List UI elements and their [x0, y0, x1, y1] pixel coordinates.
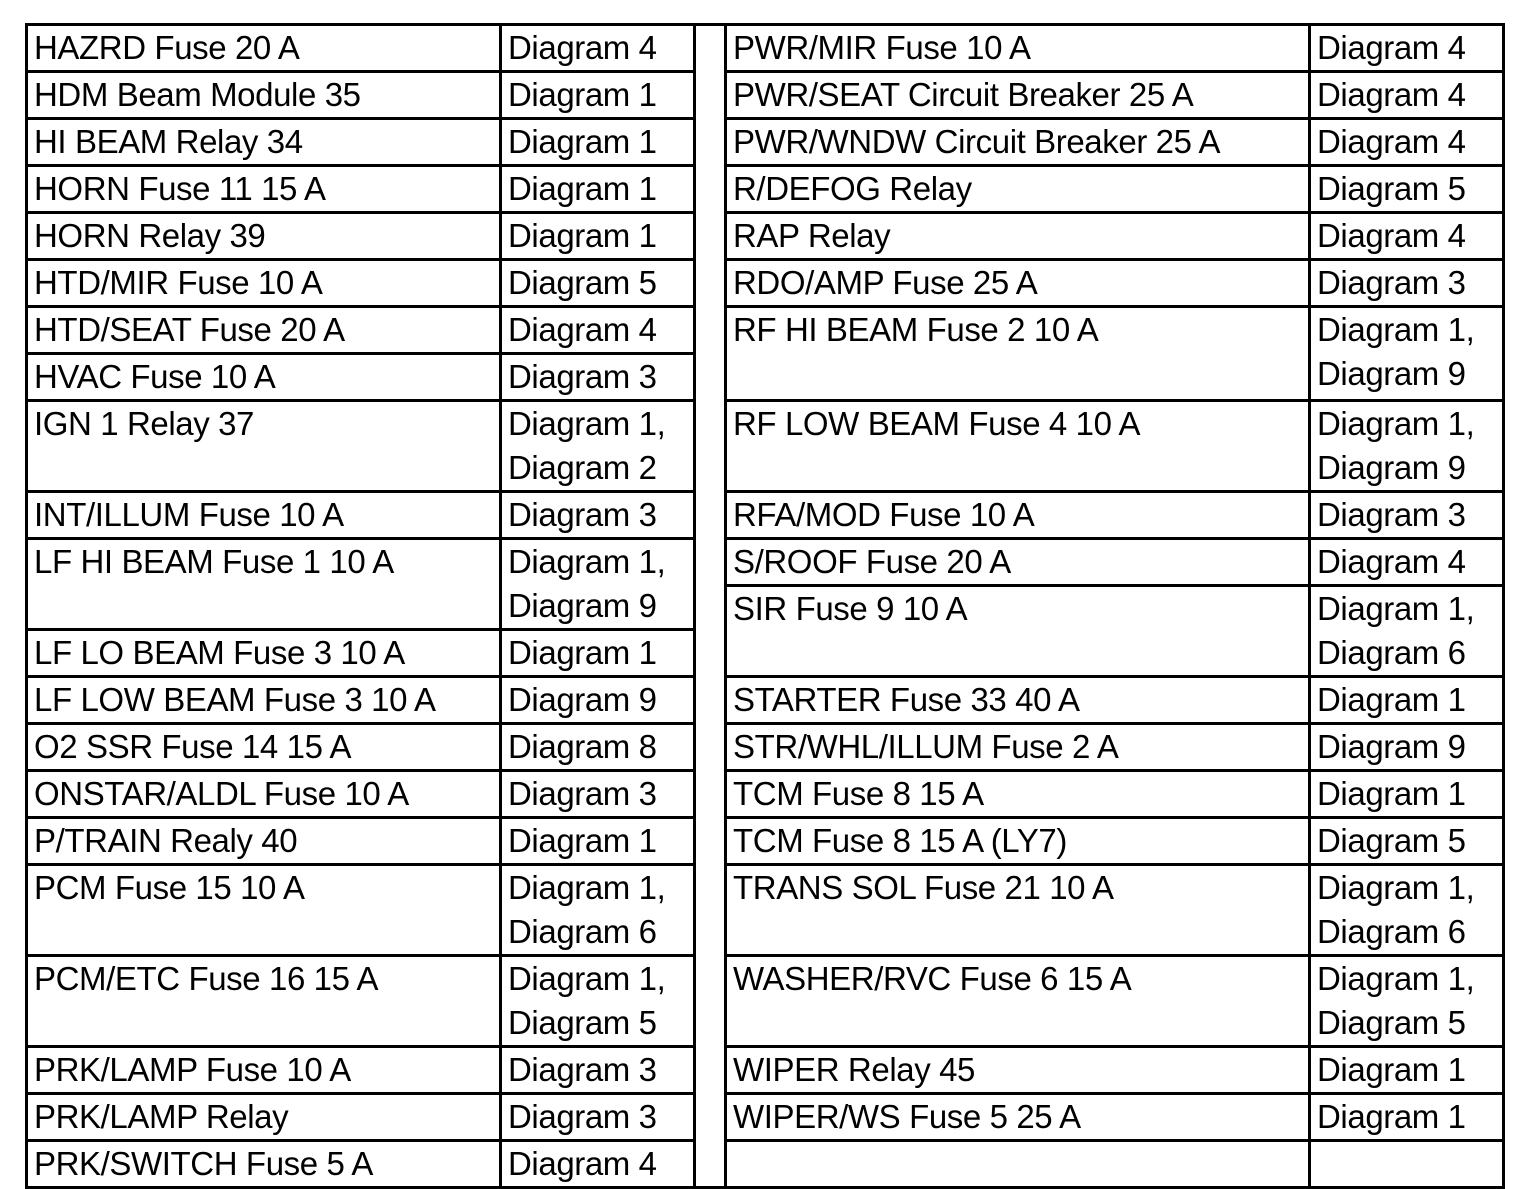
diagram-label: Diagram 9 — [508, 681, 657, 718]
right-diagram-reference — [1310, 771, 1504, 818]
right-component-name: TCM Fuse 8 15 A — [726, 771, 1310, 818]
right-component-name: WIPER/WS Fuse 5 25 A — [726, 1094, 1310, 1141]
left-diagram-reference — [501, 865, 695, 956]
left-diagram-reference — [501, 677, 695, 724]
table-row — [27, 677, 1504, 724]
right-component-name: RFA/MOD Fuse 10 A — [726, 492, 1310, 539]
right-diagram-reference — [1310, 492, 1504, 539]
diagram-label: Diagram 8 — [508, 728, 657, 765]
diagram-label: Diagram 5 — [508, 1004, 657, 1041]
right-component-name: PWR/SEAT Circuit Breaker 25 A — [726, 72, 1310, 119]
right-component-name: WIPER Relay 45 — [726, 1047, 1310, 1094]
table-row — [27, 260, 1504, 307]
right-diagram-reference — [1310, 260, 1504, 307]
diagram-label: Diagram 5 — [1317, 1004, 1466, 1041]
diagram-label: Diagram 4 — [508, 311, 657, 348]
diagram-label: Diagram 4 — [1317, 29, 1466, 66]
table-row — [27, 539, 1504, 586]
right-component-name: STARTER Fuse 33 40 A — [726, 677, 1310, 724]
diagram-label: Diagram 6 — [1317, 913, 1466, 950]
diagram-label: Diagram 1 — [1317, 1051, 1466, 1088]
right-component-name: SIR Fuse 9 10 A — [726, 586, 1310, 677]
diagram-label: Diagram 4 — [1317, 123, 1466, 160]
fuse-table-body — [27, 25, 1504, 1188]
diagram-label: Diagram 6 — [508, 913, 657, 950]
right-component-name: R/DEFOG Relay — [726, 166, 1310, 213]
left-diagram-reference — [501, 539, 695, 630]
left-component-name: PRK/SWITCH Fuse 5 A — [27, 1141, 501, 1188]
diagram-label: Diagram 1 — [508, 76, 657, 113]
diagram-label: Diagram 5 — [1317, 170, 1466, 207]
diagram-label: Diagram 9 — [1317, 355, 1466, 392]
left-component-name: LF LO BEAM Fuse 3 10 A — [27, 630, 501, 677]
diagram-label: Diagram 6 — [1317, 634, 1466, 671]
left-component-name: HI BEAM Relay 34 — [27, 119, 501, 166]
right-component-name: S/ROOF Fuse 20 A — [726, 539, 1310, 586]
left-component-name: ONSTAR/ALDL Fuse 10 A — [27, 771, 501, 818]
left-diagram-reference — [501, 166, 695, 213]
right-diagram-reference — [1310, 539, 1504, 586]
diagram-label: Diagram 1, — [1317, 960, 1475, 997]
left-diagram-reference — [501, 1047, 695, 1094]
diagram-label: Diagram 3 — [1317, 264, 1466, 301]
table-row — [27, 119, 1504, 166]
left-component-name: HDM Beam Module 35 — [27, 72, 501, 119]
diagram-label: Diagram 5 — [508, 264, 657, 301]
diagram-label: Diagram 5 — [1317, 822, 1466, 859]
left-component-name: PCM Fuse 15 10 A — [27, 865, 501, 956]
left-component-name: HVAC Fuse 10 A — [27, 354, 501, 401]
right-diagram-reference — [1310, 25, 1504, 72]
diagram-label: Diagram 9 — [1317, 728, 1466, 765]
diagram-label: Diagram 1 — [508, 217, 657, 254]
right-diagram-reference — [1310, 401, 1504, 492]
diagram-label: Diagram 1, — [1317, 311, 1475, 348]
column-separator — [695, 25, 726, 1188]
diagram-label: Diagram 1, — [508, 869, 666, 906]
right-diagram-reference — [1310, 724, 1504, 771]
right-diagram-reference — [1310, 1094, 1504, 1141]
left-diagram-reference — [501, 119, 695, 166]
right-diagram-reference — [1310, 72, 1504, 119]
diagram-label: Diagram 1 — [1317, 775, 1466, 812]
left-diagram-reference — [501, 354, 695, 401]
left-diagram-reference — [501, 25, 695, 72]
right-diagram-reference — [1310, 1047, 1504, 1094]
left-component-name: HTD/MIR Fuse 10 A — [27, 260, 501, 307]
table-row — [27, 213, 1504, 260]
right-empty-diagram-cell — [1310, 1141, 1504, 1188]
left-diagram-reference — [501, 72, 695, 119]
diagram-label: Diagram 4 — [1317, 76, 1466, 113]
left-diagram-reference — [501, 401, 695, 492]
left-component-name: LF LOW BEAM Fuse 3 10 A — [27, 677, 501, 724]
diagram-label: Diagram 1, — [1317, 405, 1475, 442]
table-row — [27, 818, 1504, 865]
left-diagram-reference — [501, 307, 695, 354]
right-component-name: RDO/AMP Fuse 25 A — [726, 260, 1310, 307]
diagram-label: Diagram 1, — [508, 405, 666, 442]
left-diagram-reference — [501, 956, 695, 1047]
diagram-label: Diagram 9 — [508, 587, 657, 624]
diagram-label: Diagram 4 — [508, 1145, 657, 1182]
left-component-name: HTD/SEAT Fuse 20 A — [27, 307, 501, 354]
left-component-name: P/TRAIN Realy 40 — [27, 818, 501, 865]
diagram-label: Diagram 4 — [1317, 217, 1466, 254]
left-diagram-reference — [501, 630, 695, 677]
right-diagram-reference — [1310, 307, 1504, 401]
right-diagram-reference — [1310, 677, 1504, 724]
right-diagram-reference — [1310, 213, 1504, 260]
left-component-name: PCM/ETC Fuse 16 15 A — [27, 956, 501, 1047]
table-row — [27, 1047, 1504, 1094]
right-component-name: WASHER/RVC Fuse 6 15 A — [726, 956, 1310, 1047]
right-component-name: RAP Relay — [726, 213, 1310, 260]
left-diagram-reference — [501, 724, 695, 771]
left-component-name: O2 SSR Fuse 14 15 A — [27, 724, 501, 771]
table-row — [27, 724, 1504, 771]
diagram-label: Diagram 1 — [1317, 1098, 1466, 1135]
right-component-name: RF LOW BEAM Fuse 4 10 A — [726, 401, 1310, 492]
left-component-name: PRK/LAMP Relay — [27, 1094, 501, 1141]
diagram-label: Diagram 3 — [508, 496, 657, 533]
right-empty-name-cell — [726, 1141, 1310, 1188]
diagram-label: Diagram 3 — [508, 358, 657, 395]
left-diagram-reference — [501, 1141, 695, 1188]
diagram-label: Diagram 3 — [508, 1098, 657, 1135]
diagram-label: Diagram 1 — [1317, 681, 1466, 718]
table-row — [27, 492, 1504, 539]
right-component-name: STR/WHL/ILLUM Fuse 2 A — [726, 724, 1310, 771]
table-row — [27, 166, 1504, 213]
right-diagram-reference — [1310, 818, 1504, 865]
diagram-label: Diagram 4 — [1317, 543, 1466, 580]
right-diagram-reference — [1310, 166, 1504, 213]
right-diagram-reference — [1310, 119, 1504, 166]
left-component-name: IGN 1 Relay 37 — [27, 401, 501, 492]
diagram-label: Diagram 1 — [508, 123, 657, 160]
diagram-label: Diagram 9 — [1317, 449, 1466, 486]
right-diagram-reference — [1310, 956, 1504, 1047]
table-row — [27, 25, 1504, 72]
left-component-name: LF HI BEAM Fuse 1 10 A — [27, 539, 501, 630]
left-diagram-reference — [501, 213, 695, 260]
left-component-name: HORN Fuse 11 15 A — [27, 166, 501, 213]
left-component-name: HAZRD Fuse 20 A — [27, 25, 501, 72]
diagram-label: Diagram 2 — [508, 449, 657, 486]
right-component-name: RF HI BEAM Fuse 2 10 A — [726, 307, 1310, 401]
table-row — [27, 72, 1504, 119]
table-row — [27, 1141, 1504, 1188]
table-row — [27, 307, 1504, 354]
right-diagram-reference — [1310, 865, 1504, 956]
diagram-label: Diagram 1 — [508, 170, 657, 207]
diagram-label: Diagram 3 — [508, 775, 657, 812]
diagram-label: Diagram 3 — [1317, 496, 1466, 533]
diagram-label: Diagram 1, — [508, 543, 666, 580]
right-component-name: TRANS SOL Fuse 21 10 A — [726, 865, 1310, 956]
diagram-label: Diagram 1 — [508, 822, 657, 859]
diagram-label: Diagram 3 — [508, 1051, 657, 1088]
diagram-label: Diagram 1, — [1317, 590, 1475, 627]
right-diagram-reference — [1310, 586, 1504, 677]
left-diagram-reference — [501, 818, 695, 865]
left-diagram-reference — [501, 260, 695, 307]
diagram-label: Diagram 4 — [508, 29, 657, 66]
left-component-name: HORN Relay 39 — [27, 213, 501, 260]
right-component-name: TCM Fuse 8 15 A (LY7) — [726, 818, 1310, 865]
right-component-name: PWR/MIR Fuse 10 A — [726, 25, 1310, 72]
left-component-name: PRK/LAMP Fuse 10 A — [27, 1047, 501, 1094]
table-row — [27, 771, 1504, 818]
diagram-label: Diagram 1, — [508, 960, 666, 997]
table-row — [27, 1094, 1504, 1141]
left-component-name: INT/ILLUM Fuse 10 A — [27, 492, 501, 539]
diagram-label: Diagram 1, — [1317, 869, 1475, 906]
left-diagram-reference — [501, 1094, 695, 1141]
left-diagram-reference — [501, 771, 695, 818]
right-component-name: PWR/WNDW Circuit Breaker 25 A — [726, 119, 1310, 166]
fuse-index-table — [25, 23, 1505, 1189]
diagram-label: Diagram 1 — [508, 634, 657, 671]
left-diagram-reference — [501, 492, 695, 539]
